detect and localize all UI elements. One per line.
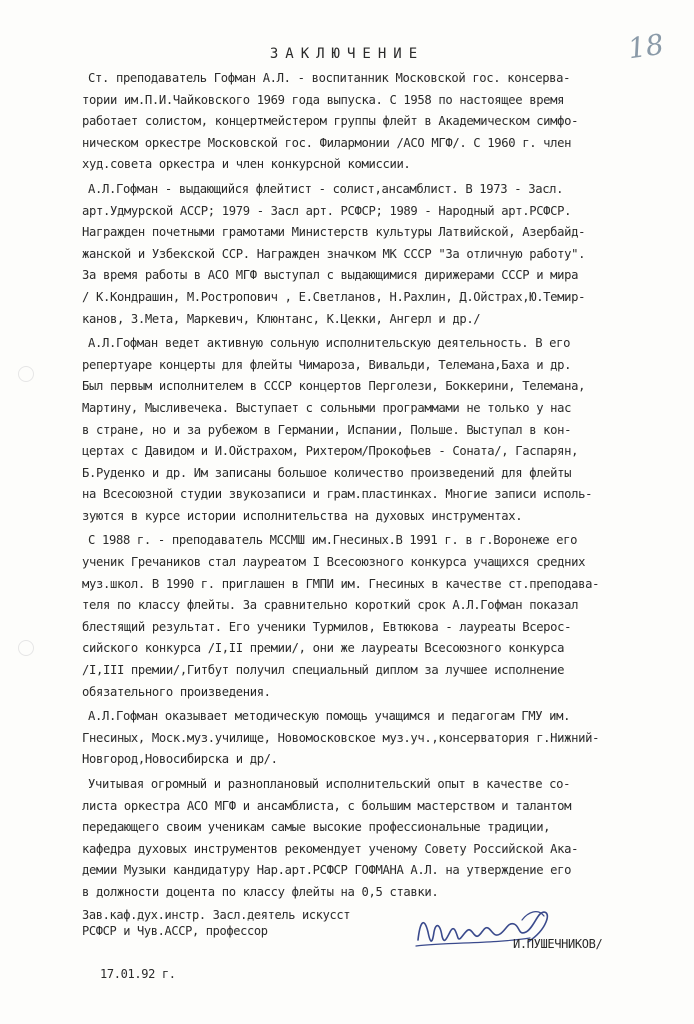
body-line: Награжден почетными грамотами Министерств культуры Латвийской, Азербайд- bbox=[82, 225, 586, 240]
body-line: Был первым исполнителем в СССР концертов Перголези, Боккерини, Телемана, bbox=[82, 379, 586, 394]
body-line: обязательного произведения. bbox=[82, 684, 271, 699]
body-line: муз.школ. В 1990 г. приглашен в ГМПИ им. Гнесиных в качестве ст.преподава- bbox=[82, 576, 600, 591]
body-line: в должности доцента по классу флейты на 0,5 ставки. bbox=[82, 884, 439, 899]
body-line: Новгород,Новосибирска и др/. bbox=[82, 752, 278, 767]
body-line: работает солистом, концертмейстером группы флейт в Академическом симфо- bbox=[82, 114, 579, 129]
signatory-name: И.ПУШЕЧНИКОВ/ bbox=[513, 937, 603, 951]
body-line: репертуаре концерты для флейты Чимароза, Вивальди, Телемана,Баха и др. bbox=[82, 357, 572, 372]
body-line: листа оркестра АСО МГФ и ансамблиста, с большим мастерством и талантом bbox=[82, 798, 572, 813]
body-line: зуются в курсе истории исполнительства на духовых инструментах. bbox=[82, 508, 523, 523]
body-line: канов, З.Мета, Маркевич, Клюнтанс, К.Цекки, Ангерл и др./ bbox=[82, 311, 481, 326]
body-line: С 1988 г. - преподаватель МССМШ им.Гнесиных.В 1991 г. в г.Воронеже его bbox=[88, 533, 578, 548]
handwritten-signature-image bbox=[410, 902, 560, 962]
body-line: Учитывая огромный и разноплановый исполнительский опыт в качестве со- bbox=[88, 777, 571, 791]
body-line: передающего своим ученикам самые высокие профессиональные традиции, bbox=[82, 820, 551, 835]
body-line: демии Музыки кандидатуру Нар.арт.РСФСР ГОФМАНА А.Л. на утверждение его bbox=[82, 863, 572, 878]
document-date: 17.01.92 г. bbox=[100, 967, 176, 981]
signature-title-line: РСФСР и Чув.АССР, профессор bbox=[82, 924, 268, 938]
body-line: на Всесоюзной студии звукозаписи и грам.пластинках. Многие записи исполь- bbox=[82, 487, 593, 502]
body-line: А.Л.Гофман - выдающийся флейтист - солист,ансамблист. В 1973 - Засл. bbox=[88, 181, 564, 196]
body-line: блестящий результат. Его ученики Турмилов, Евтюкова - лауреаты Всерос- bbox=[82, 619, 572, 634]
body-line: / К.Кондрашин, М.Ростропович , Е.Светланов, Н.Рахлин, Д.Ойстрах,Ю.Темир- bbox=[82, 289, 586, 304]
body-line: теля по классу флейты. За сравнительно короткий срок А.Л.Гофман показал bbox=[82, 598, 579, 613]
body-line: худ.совета оркестра и член конкурсной комиссии. bbox=[82, 157, 411, 172]
body-line: сийского конкурса /I,II премии/, они же лауреаты Всесоюзного конкурса bbox=[82, 641, 565, 656]
body-line: Ст. преподаватель Гофман А.Л. - воспитанник Московской гос. консерва- bbox=[88, 71, 571, 85]
body-line: /I,III премии/,Гитбут получил специальный диплом за лучшее исполнение bbox=[82, 663, 565, 678]
body-line: цертах с Давидом и И.Ойстрахом, Рихтером/Прокофьев - Соната/, Гаспарян, bbox=[82, 444, 579, 459]
body-line: ническом оркестре Московской гос. Филармонии /АСО МГФ/. С 1960 г. член bbox=[82, 135, 572, 150]
body-line: Б.Руденко и др. Им записаны большое количество произведений для флейты bbox=[82, 465, 572, 480]
body-line: Гнесиных, Моск.муз.училище, Новомосковское муз.уч.,консерватория г.Нижний- bbox=[82, 730, 600, 745]
signature-block bbox=[82, 907, 682, 939]
body-line: тории им.П.И.Чайковского 1969 года выпуска. С 1958 по настоящее время bbox=[82, 92, 565, 107]
handwritten-page-number: 18 bbox=[625, 27, 666, 66]
hole-punch-mark bbox=[18, 640, 34, 656]
signature-title-line: Зав.каф.дух.инстр. Засл.деятель искусст bbox=[82, 908, 351, 922]
body-line: жанской и Узбекской ССР. Награжден значком МК СССР "За отличную работу". bbox=[82, 246, 586, 261]
body-line: Мартину, Мысливечека. Выступает с сольными программами не только у нас bbox=[82, 400, 572, 415]
body-line: в стране, но и за рубежом в Германии, Испании, Польше. Выступал в кон- bbox=[82, 422, 572, 437]
body-line: ученик Гречаников стал лауреатом I Всесоюзного конкурса учащихся средних bbox=[82, 555, 586, 570]
body-line: А.Л.Гофман ведет активную сольную исполнительскую деятельность. В его bbox=[88, 336, 571, 351]
document-body bbox=[82, 68, 682, 904]
body-line: арт.Удмурской АССР; 1979 - Засл арт. РСФСР; 1989 - Народный арт.РСФСР. bbox=[82, 203, 572, 218]
body-line: За время работы в АСО МГФ выступал с выдающимися дирижерами СССР и мира bbox=[82, 268, 579, 283]
document-title: ЗАКЛЮЧЕНИЕ bbox=[269, 46, 425, 62]
body-line: А.Л.Гофман оказывает методическую помощь учащимся и педагогам ГМУ им. bbox=[88, 709, 571, 724]
body-line: кафедра духовых инструментов рекомендует ученому Совету Российской Ака- bbox=[82, 841, 579, 856]
hole-punch-mark bbox=[18, 366, 34, 382]
